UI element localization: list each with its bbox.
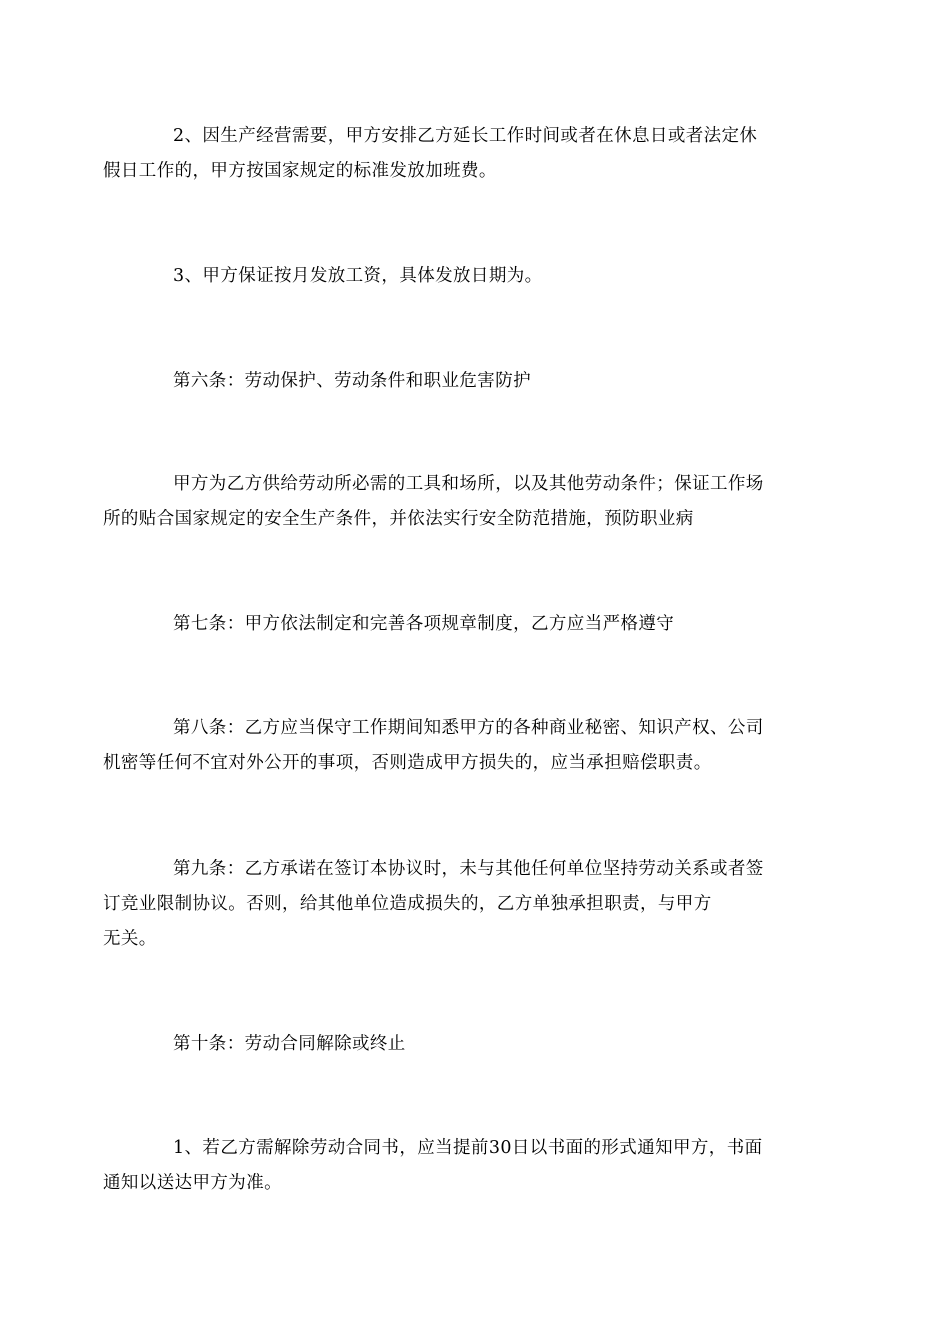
- text-line: 第十条：劳动合同解除或终止: [173, 1034, 406, 1054]
- article-9: [103, 852, 814, 957]
- paragraph-labor-conditions: [103, 467, 814, 537]
- text-line: 通知以送达甲方为准。: [103, 1173, 282, 1193]
- text-line: 订竞业限制协议。否则，给其他单位造成损失的，乙方单独承担职责，与甲方: [103, 894, 712, 914]
- text-line: 假日工作的，甲方按国家规定的标准发放加班费。: [103, 161, 497, 181]
- paragraph-overtime-pay: [103, 119, 814, 189]
- text-line: 1、若乙方需解除劳动合同书，应当提前30日以书面的形式通知甲方，书面: [173, 1138, 763, 1158]
- article-10-heading: [138, 1027, 814, 1062]
- paragraph-termination-notice: [103, 1131, 814, 1201]
- article-8: [103, 711, 814, 781]
- text-line: 第七条：甲方依法制定和完善各项规章制度，乙方应当严格遵守: [173, 614, 675, 634]
- text-line: 第六条：劳动保护、劳动条件和职业危害防护: [173, 371, 531, 391]
- text-line: 第八条：乙方应当保守工作期间知悉甲方的各种商业秘密、知识产权、公司: [173, 718, 764, 738]
- paragraph-monthly-wage: [138, 259, 814, 294]
- article-6-heading: [138, 364, 814, 399]
- text-line: 甲方为乙方供给劳动所必需的工具和场所，以及其他劳动条件；保证工作场: [173, 474, 764, 494]
- text-line: 无关。: [103, 929, 157, 949]
- text-line: 3、甲方保证按月发放工资，具体发放日期为。: [173, 266, 543, 286]
- text-line: 机密等任何不宜对外公开的事项，否则造成甲方损失的，应当承担赔偿职责。: [103, 753, 712, 773]
- text-line: 2、因生产经营需要，甲方安排乙方延长工作时间或者在休息日或者法定休: [173, 126, 758, 146]
- text-line: 所的贴合国家规定的安全生产条件，并依法实行安全防范措施，预防职业病: [103, 509, 694, 529]
- article-7: [138, 607, 814, 642]
- text-line: 第九条：乙方承诺在签订本协议时，未与其他任何单位坚持劳动关系或者签: [173, 859, 764, 879]
